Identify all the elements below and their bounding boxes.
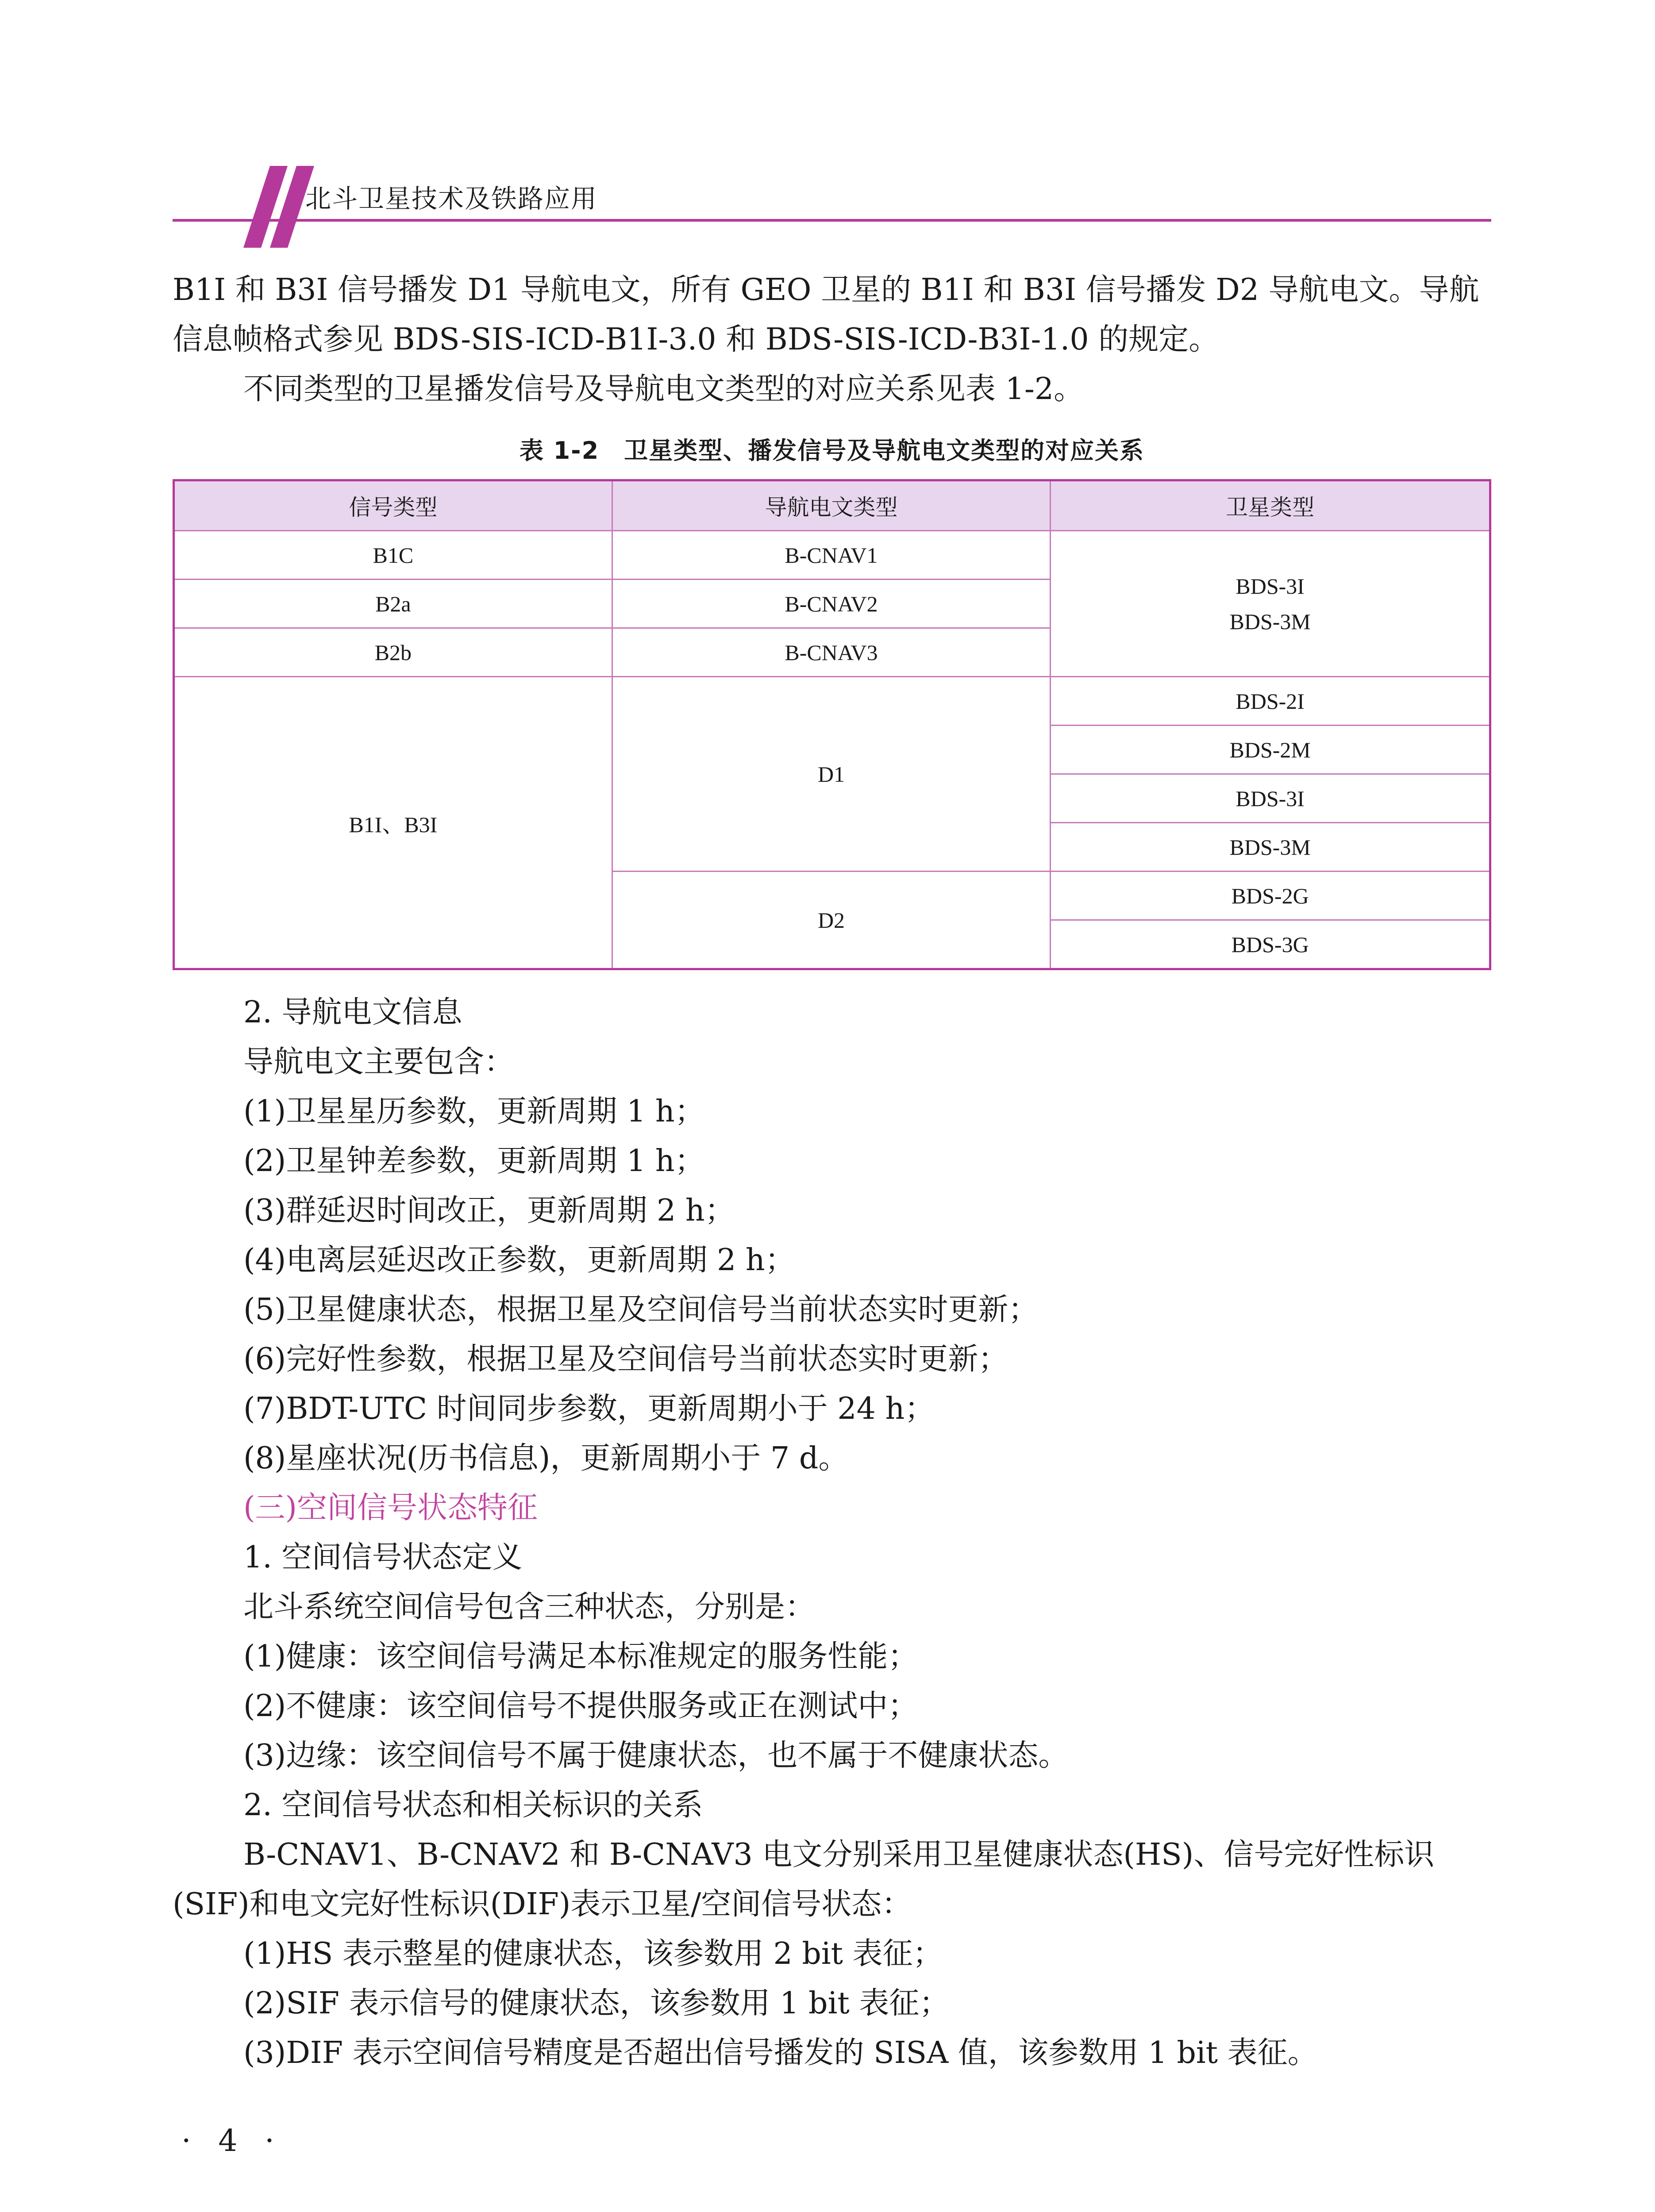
table-cell: B-CNAV1: [612, 531, 1051, 580]
list-item: (4)电离层延迟改正参数，更新周期 2 h；: [243, 1243, 795, 1278]
table-cell-satellites: [1051, 531, 1490, 677]
subsection-heading: 1. 空间信号状态定义: [243, 1540, 523, 1575]
table-cell: BDS-2I: [1051, 677, 1490, 726]
book-title: 北斗卫星技术及铁路应用: [305, 184, 598, 214]
paragraph-line: B-CNAV1、B-CNAV2 和 B-CNAV3 电文分别采用卫星健康状态(HS)、信号完好性标识: [243, 1837, 1435, 1872]
running-header: [173, 159, 1491, 248]
table-cell: B-CNAV2: [612, 580, 1051, 628]
paragraph-line: 导航电文主要包含：: [243, 1045, 515, 1079]
table-cell: BDS-2M: [1051, 726, 1490, 774]
section-heading: 2. 导航电文信息: [243, 995, 462, 1030]
table-cell: B1I、B3I: [174, 677, 612, 969]
table-cell: BDS-3I: [1051, 774, 1490, 823]
list-item: (8)星座状况(历书信息)，更新周期小于 7 d。: [243, 1441, 849, 1476]
table-row: [174, 531, 1490, 580]
table-cell: D1: [612, 677, 1051, 872]
table-header-row: [174, 480, 1490, 531]
table-cell: BDS-3M: [1051, 823, 1490, 872]
header-rule: [173, 219, 1491, 222]
header-signal-type: 信号类型: [174, 480, 612, 531]
table-cell: BDS-2G: [1051, 872, 1490, 920]
subsection-heading: 2. 空间信号状态和相关标识的关系: [243, 1788, 703, 1823]
list-item: (2)不健康：该空间信号不提供服务或正在测试中；: [243, 1689, 918, 1724]
page-content: [173, 265, 1491, 2078]
list-item: (1)卫星星历参数，更新周期 1 h；: [243, 1094, 705, 1129]
paragraph-line: 信息帧格式参见 BDS-SIS-ICD-B1I-3.0 和 BDS-SIS-ICD-B3I-1.0 的规定。: [173, 322, 1219, 357]
table-cell: BDS-3G: [1051, 920, 1490, 969]
list-item: (2)卫星钟差参数，更新周期 1 h；: [243, 1144, 705, 1179]
list-item: (3)DIF 表示空间信号精度是否超出信号播发的 SISA 值，该参数用 1 bit 表征。: [243, 2035, 1318, 2070]
table-caption: 表 1-2 卫星类型、播发信号及导航电文类型的对应关系: [519, 437, 1145, 465]
satellite-label: BDS-3I: [1235, 573, 1305, 599]
table-row: [174, 677, 1490, 726]
list-item: (3)群延迟时间改正，更新周期 2 h；: [243, 1193, 735, 1228]
table-cell: B-CNAV3: [612, 628, 1051, 677]
satellite-label: BDS-3M: [1229, 609, 1311, 634]
list-item: (3)边缘：该空间信号不属于健康状态，也不属于不健康状态。: [243, 1738, 1069, 1773]
section-heading-colored: (三)空间信号状态特征: [243, 1490, 538, 1525]
list-item: (5)卫星健康状态，根据卫星及空间信号当前状态实时更新；: [243, 1292, 1039, 1327]
paragraph-line: 不同类型的卫星播发信号及导航电文类型的对应关系见表 1-2。: [243, 372, 1084, 407]
table-cell: B1C: [174, 531, 612, 580]
list-item: (7)BDT-UTC 时间同步参数，更新周期小于 24 h；: [243, 1391, 935, 1426]
table-cell: B2a: [174, 580, 612, 628]
paragraph-line: 北斗系统空间信号包含三种状态，分别是：: [243, 1590, 816, 1624]
paragraph-line: (SIF)和电文完好性标识(DIF)表示卫星/空间信号状态：: [173, 1887, 912, 1922]
list-item: (1)HS 表示整星的健康状态，该参数用 2 bit 表征；: [243, 1936, 943, 1971]
table-cell: D2: [612, 872, 1051, 969]
list-item: (2)SIF 表示信号的健康状态，该参数用 1 bit 表征；: [243, 1986, 950, 2021]
signal-type-table: [173, 479, 1491, 970]
double-slash-logo-icon: [226, 166, 314, 248]
paragraph-line: B1I 和 B3I 信号播发 D1 导航电文，所有 GEO 卫星的 B1I 和 B3I 信号播发 D2 导航电文。导航: [173, 273, 1479, 307]
table-cell: B2b: [174, 628, 612, 677]
page-number: · 4 ·: [181, 2124, 283, 2158]
header-message-type: 导航电文类型: [612, 480, 1051, 531]
list-item: (6)完好性参数，根据卫星及空间信号当前状态实时更新；: [243, 1342, 1008, 1377]
list-item: (1)健康：该空间信号满足本标准规定的服务性能；: [243, 1639, 918, 1674]
header-satellite-type: 卫星类型: [1051, 480, 1490, 531]
